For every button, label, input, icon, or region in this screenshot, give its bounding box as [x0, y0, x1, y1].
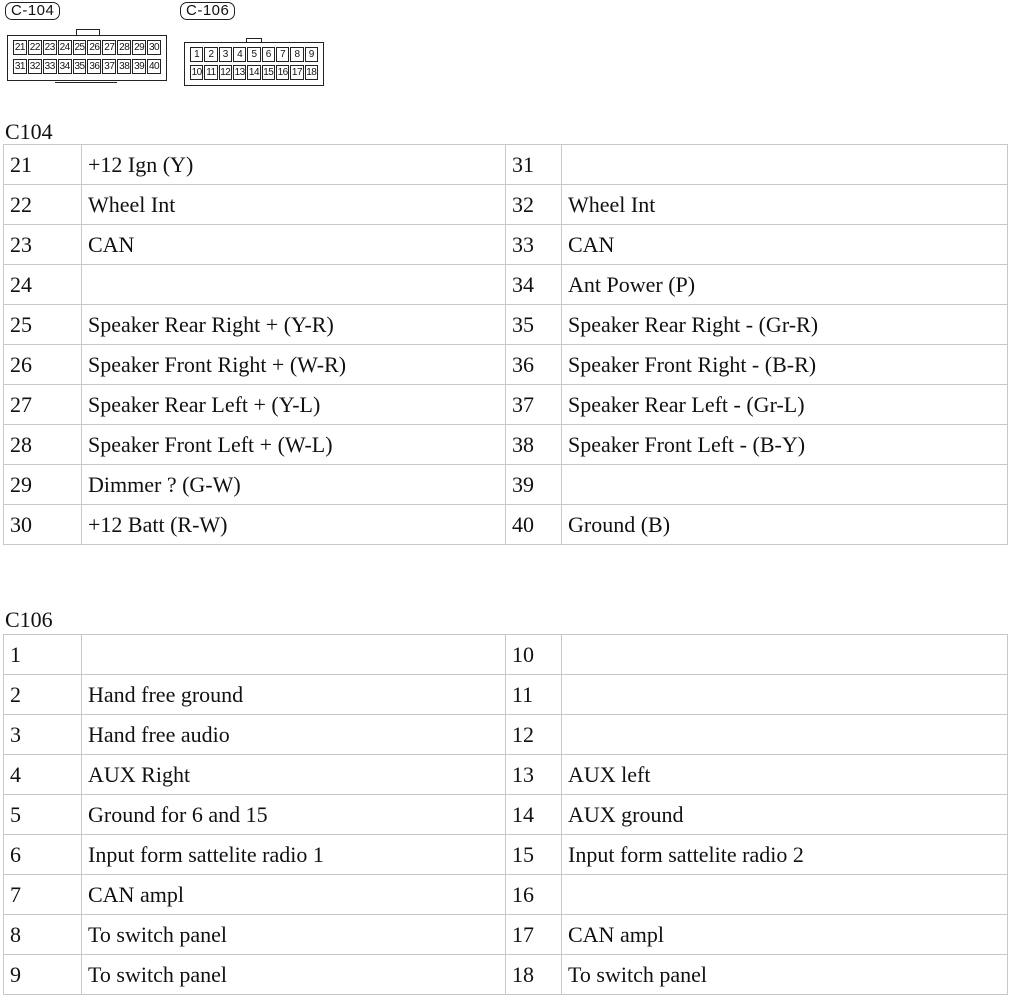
pin-description: Dimmer ? (G-W)	[82, 465, 506, 505]
pin-number: 6	[4, 835, 82, 875]
pin-36: 36	[89, 60, 100, 72]
pin-number: 22	[4, 185, 82, 225]
table-row	[4, 265, 1008, 305]
pin-description	[562, 875, 1008, 915]
table-row	[4, 345, 1008, 385]
pin-18: 18	[306, 66, 317, 78]
pin-description: Speaker Front Left - (B-Y)	[562, 425, 1008, 465]
pin-description: Input form sattelite radio 1	[82, 835, 506, 875]
pin-description: AUX ground	[562, 795, 1008, 835]
pin-description: To switch panel	[562, 955, 1008, 995]
pin-description	[562, 715, 1008, 755]
pin-31: 31	[14, 60, 25, 72]
pin-description: Ant Power (P)	[562, 265, 1008, 305]
pin-description: To switch panel	[82, 955, 506, 995]
pin-4: 4	[233, 47, 246, 62]
pin-description: Speaker Front Right - (B-R)	[562, 345, 1008, 385]
connector-c104-base	[55, 82, 117, 83]
pin-21: 21	[14, 42, 25, 53]
pin-number: 3	[4, 715, 82, 755]
pin-11: 11	[206, 66, 216, 78]
pin-number: 35	[506, 305, 562, 345]
table-row	[4, 145, 1008, 185]
pin-description: CAN	[562, 225, 1008, 265]
pin-description: Speaker Rear Right - (Gr-R)	[562, 305, 1008, 345]
pin-description: CAN ampl	[82, 875, 506, 915]
pin-38: 38	[119, 60, 130, 72]
pin-15: 15	[263, 66, 274, 78]
pin-number: 23	[4, 225, 82, 265]
pin-number: 30	[4, 505, 82, 545]
table-row	[4, 915, 1008, 955]
table-row	[4, 225, 1008, 265]
table-row	[4, 955, 1008, 995]
pin-22: 22	[29, 42, 40, 53]
pin-2: 2	[204, 47, 217, 62]
table-row	[4, 715, 1008, 755]
connector-c106-housing	[184, 42, 324, 86]
pin-description	[82, 265, 506, 305]
pin-39: 39	[134, 60, 145, 72]
pin-number: 1	[4, 635, 82, 675]
pin-number: 11	[506, 675, 562, 715]
pin-description: Wheel Int	[562, 185, 1008, 225]
pin-9: 9	[305, 47, 318, 62]
connector-c104-housing	[7, 35, 167, 81]
pin-30: 30	[148, 42, 160, 53]
pin-description: Ground for 6 and 15	[82, 795, 506, 835]
pin-description	[562, 465, 1008, 505]
pin-description	[562, 145, 1008, 185]
pin-description: Speaker Rear Left + (Y-L)	[82, 385, 506, 425]
table-row	[4, 465, 1008, 505]
pin-number: 32	[506, 185, 562, 225]
pin-number: 28	[4, 425, 82, 465]
pin-34: 34	[59, 60, 70, 72]
pin-17: 17	[291, 66, 303, 78]
pin-3: 3	[219, 47, 232, 62]
pin-number: 10	[506, 635, 562, 675]
pin-7: 7	[276, 47, 289, 62]
pin-14: 14	[248, 66, 260, 78]
pin-33: 33	[44, 60, 55, 72]
pin-number: 5	[4, 795, 82, 835]
pin-40: 40	[148, 60, 160, 72]
pin-number: 27	[4, 385, 82, 425]
c104-table-title: C104	[5, 119, 53, 144]
pin-description	[562, 635, 1008, 675]
connector-c104-diagram	[5, 2, 167, 88]
pin-number: 21	[4, 145, 82, 185]
pin-12: 12	[220, 66, 231, 78]
pin-number: 17	[506, 915, 562, 955]
pin-37: 37	[104, 60, 115, 72]
table-row	[4, 755, 1008, 795]
pin-5: 5	[247, 47, 260, 62]
pin-number: 24	[4, 265, 82, 305]
pin-28: 28	[119, 42, 130, 53]
pin-description: To switch panel	[82, 915, 506, 955]
pin-number: 40	[506, 505, 562, 545]
pin-description: Wheel Int	[82, 185, 506, 225]
pin-number: 39	[506, 465, 562, 505]
pin-29: 29	[134, 42, 145, 53]
pin-number: 14	[506, 795, 562, 835]
pin-number: 26	[4, 345, 82, 385]
pin-number: 18	[506, 955, 562, 995]
pin-description: Speaker Front Right + (W-R)	[82, 345, 506, 385]
pin-6: 6	[262, 47, 275, 62]
pin-description: AUX left	[562, 755, 1008, 795]
pin-description: Speaker Rear Right + (Y-R)	[82, 305, 506, 345]
pin-16: 16	[277, 66, 288, 78]
pin-1: 1	[190, 47, 203, 62]
pin-number: 2	[4, 675, 82, 715]
pin-description: CAN	[82, 225, 506, 265]
pin-description: +12 Ign (Y)	[82, 145, 506, 185]
pin-number: 12	[506, 715, 562, 755]
pin-35: 35	[74, 60, 85, 72]
c106-pin-table	[3, 634, 1008, 995]
pin-description: Speaker Rear Left - (Gr-L)	[562, 385, 1008, 425]
pin-description	[82, 635, 506, 675]
pin-number: 15	[506, 835, 562, 875]
pin-number: 16	[506, 875, 562, 915]
pin-number: 31	[506, 145, 562, 185]
table-row	[4, 425, 1008, 465]
pin-24: 24	[59, 42, 70, 53]
c104-pin-table	[3, 144, 1008, 545]
table-row	[4, 675, 1008, 715]
table-row	[4, 505, 1008, 545]
connector-c104-tag: C-104	[5, 2, 60, 20]
pin-number: 4	[4, 755, 82, 795]
table-row	[4, 795, 1008, 835]
pin-description: +12 Batt (R-W)	[82, 505, 506, 545]
pin-number: 38	[506, 425, 562, 465]
pin-number: 8	[4, 915, 82, 955]
pin-description	[562, 675, 1008, 715]
c106-table-title: C106	[5, 607, 53, 632]
pin-26: 26	[89, 42, 100, 53]
pin-number: 36	[506, 345, 562, 385]
table-row	[4, 305, 1008, 345]
pin-description: Ground (B)	[562, 505, 1008, 545]
table-row	[4, 385, 1008, 425]
pin-description: Input form sattelite radio 2	[562, 835, 1008, 875]
pin-32: 32	[29, 60, 40, 72]
pin-10: 10	[191, 66, 202, 78]
pin-description: AUX Right	[82, 755, 506, 795]
pin-number: 34	[506, 265, 562, 305]
pin-27: 27	[104, 42, 115, 53]
pin-number: 33	[506, 225, 562, 265]
table-row	[4, 635, 1008, 675]
pin-description: CAN ampl	[562, 915, 1008, 955]
pin-description: Hand free audio	[82, 715, 506, 755]
pin-13: 13	[234, 66, 245, 78]
pin-23: 23	[44, 42, 55, 53]
pin-description: Hand free ground	[82, 675, 506, 715]
pin-25: 25	[74, 42, 85, 53]
pin-description: Speaker Front Left + (W-L)	[82, 425, 506, 465]
pin-8: 8	[290, 47, 303, 62]
pin-number: 7	[4, 875, 82, 915]
table-row	[4, 185, 1008, 225]
connector-c106-tag: C-106	[180, 2, 235, 20]
pin-number: 9	[4, 955, 82, 995]
pin-number: 13	[506, 755, 562, 795]
pin-number: 25	[4, 305, 82, 345]
connector-c106-diagram	[180, 2, 328, 88]
pin-number: 37	[506, 385, 562, 425]
table-row	[4, 835, 1008, 875]
pin-number: 29	[4, 465, 82, 505]
table-row	[4, 875, 1008, 915]
